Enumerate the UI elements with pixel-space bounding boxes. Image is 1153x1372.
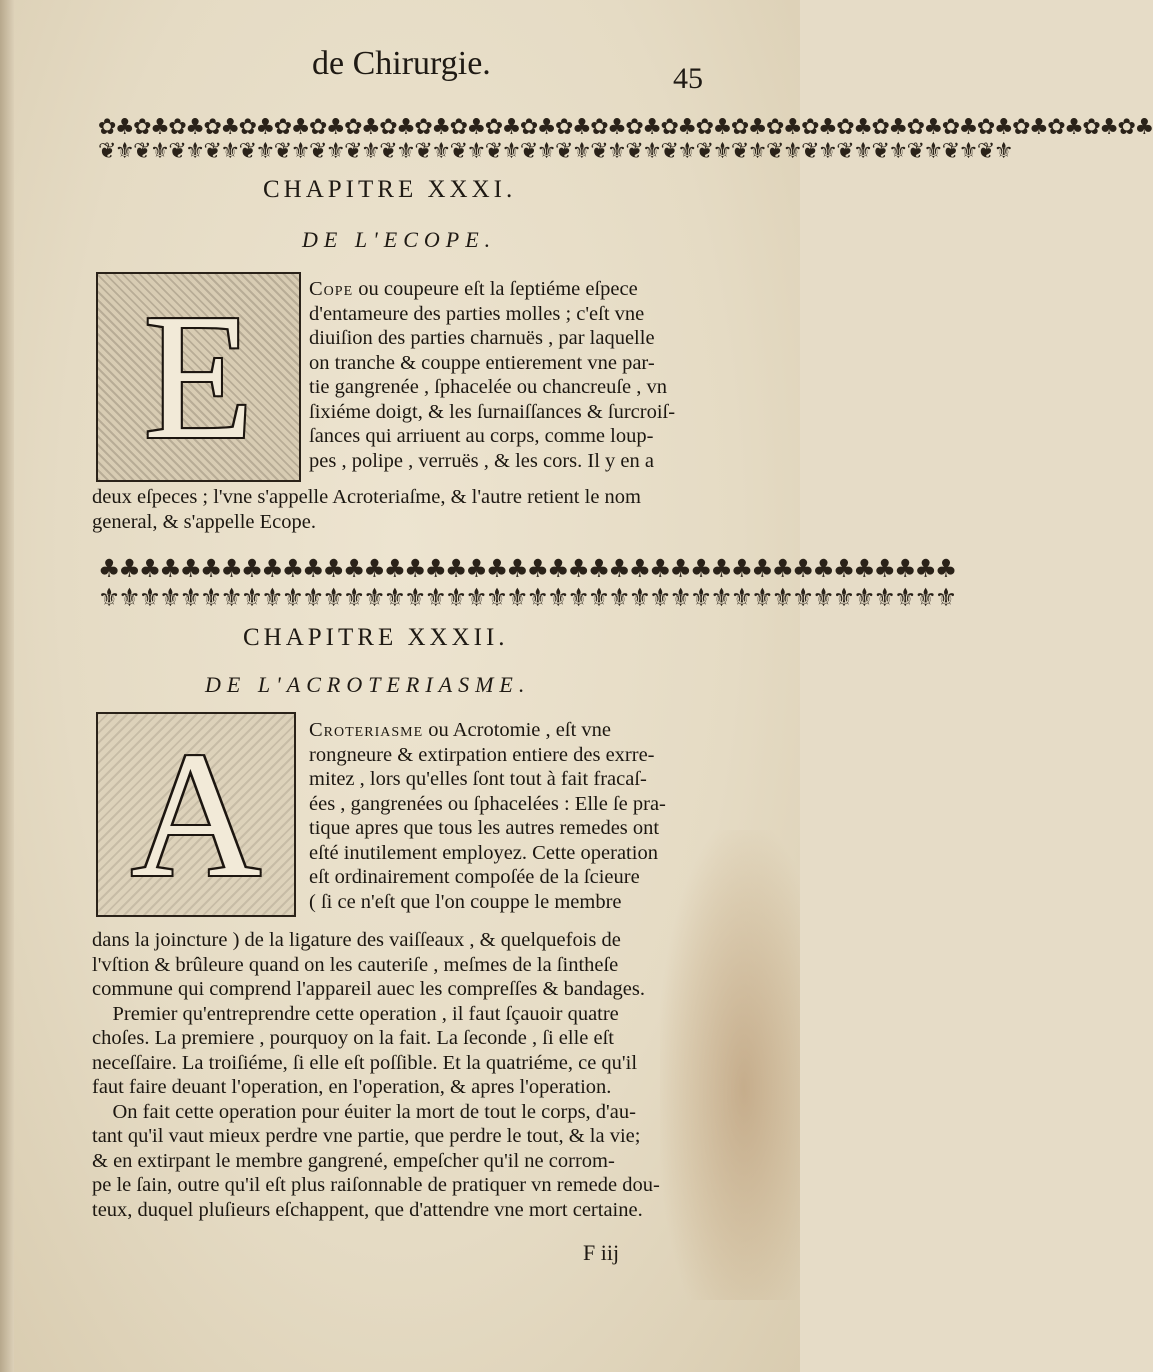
ornament-band-top	[98, 115, 1153, 165]
chapter-heading: CHAPITRE XXXI.	[263, 176, 517, 203]
text-line: ſixiéme doigt, & les ſurnaiſſances & ſurcroiſ-	[309, 400, 676, 423]
text-line: Premier qu'entreprendre cette operation , il faut ſçauoir quatre	[92, 1002, 619, 1025]
text-line: pe le ſain, outre qu'il eſt plus raiſonnable de pratiquer vn remede dou-	[92, 1174, 660, 1196]
text-line: On fait cette operation pour éuiter la mort de tout le corps, d'au-	[92, 1100, 636, 1123]
text-line: general, & s'appelle Ecope.	[92, 510, 316, 533]
paragraph-beside-initial	[309, 277, 675, 473]
chapter-subtitle: DE L'ECOPE.	[302, 227, 497, 252]
text-line: dans la joincture ) de la ligature des vaiſſeaux , & quelquefois de	[92, 929, 621, 951]
signature-mark: F iij	[583, 1240, 620, 1265]
text-line: eſt ordinairement compoſée de la ſcieure	[309, 866, 640, 888]
text-line: deux eſpeces ; l'vne s'appelle Acroteriaſme, & l'autre retient le nom	[92, 486, 641, 508]
page-gutter-shadow	[0, 0, 14, 1372]
text-line: diuiſion des parties charnuës , par laquelle	[309, 327, 655, 349]
paragraph-full-width	[92, 485, 641, 534]
initial-letter: E	[143, 277, 254, 476]
text-line: commune qui comprend l'appareil auec les compreſſes & bandages.	[92, 978, 646, 1000]
text-line: choſes. La premiere , pourquoy on la fait. La ſeconde , ſi elle eſt	[92, 1027, 614, 1049]
text-line: ( ſi ce n'eſt que l'on couppe le membre	[309, 890, 622, 913]
chapter-heading: CHAPITRE XXXII.	[243, 624, 509, 651]
text-line: mitez , lors qu'elles ſont tout à fait fracaſ-	[309, 768, 647, 790]
text-line: pes , polipe , verruës , & les cors. Il y en a	[309, 449, 654, 472]
text-line: tique apres que tous les autres remedes ont	[309, 817, 660, 839]
text-line: ſances qui arriuent au corps, comme loup-	[309, 425, 654, 447]
lead-word: Cope	[309, 278, 354, 300]
text-line: & en extirpant le membre gangrené, empeſcher qu'il ne corrom-	[92, 1149, 615, 1172]
text-line: d'entameure des parties molles ; c'eſt vne	[309, 302, 645, 325]
text-line: rongneure & extirpation entiere des exrre-	[309, 743, 655, 766]
ornament-row: ❦⚜❦⚜❦⚜❦⚜❦⚜❦⚜❦⚜❦⚜❦⚜❦⚜❦⚜❦⚜❦⚜❦⚜❦⚜❦⚜❦⚜❦⚜❦⚜❦⚜❦⚜❦⚜❦⚜❦⚜❦⚜❦⚜	[98, 139, 1013, 164]
ornament-row: ♣♣♣♣♣♣♣♣♣♣♣♣♣♣♣♣♣♣♣♣♣♣♣♣♣♣♣♣♣♣♣♣♣♣♣♣♣♣♣♣♣♣	[98, 554, 956, 583]
page-number: 45	[673, 62, 703, 95]
text-line: tant qu'il vaut mieux perdre vne partie, que perdre le tout, & la vie;	[92, 1125, 641, 1147]
text-line: tie gangrenée , ſphacelée ou chancreuſe , vn	[309, 376, 667, 398]
ornament-row: ⚜⚜⚜⚜⚜⚜⚜⚜⚜⚜⚜⚜⚜⚜⚜⚜⚜⚜⚜⚜⚜⚜⚜⚜⚜⚜⚜⚜⚜⚜⚜⚜⚜⚜⚜⚜⚜⚜⚜⚜⚜⚜	[98, 583, 956, 612]
text-line: teux, duquel pluſieurs eſchappent, que d'attendre vne mort certaine.	[92, 1198, 643, 1221]
decorated-initial-a	[96, 712, 296, 917]
running-title: de Chirurgie.	[312, 45, 491, 82]
initial-letter: A	[131, 714, 261, 914]
paragraph-beside-initial	[309, 718, 666, 914]
ornament-row: ✿♣✿♣✿♣✿♣✿♣✿♣✿♣✿♣✿♣✿♣✿♣✿♣✿♣✿♣✿♣✿♣✿♣✿♣✿♣✿♣✿♣✿♣✿♣✿♣✿♣✿♣✿♣✿♣✿♣✿♣	[98, 115, 1153, 140]
text-line: ou Acrotomie , eſt vne	[423, 719, 611, 741]
chapter-subtitle: DE L'ACROTERIASME.	[205, 672, 531, 697]
text-line: neceſſaire. La troiſiéme, ſi elle eſt poſſible. Et la quatriéme, ce qu'il	[92, 1051, 638, 1074]
text-line: l'vſtion & brûleure quand on les cauteriſe , meſmes de la ſintheſe	[92, 953, 619, 976]
paper-stain	[660, 830, 800, 1300]
text-line: faut faire deuant l'operation, en l'operation, & apres l'operation.	[92, 1076, 612, 1098]
ornament-band-middle	[98, 554, 956, 614]
text-line: ées , gangrenées ou ſphacelées : Elle ſe pra-	[309, 792, 666, 815]
text-line: on tranche & couppe entierement vne par-	[309, 351, 655, 374]
decorated-initial-e	[96, 272, 301, 482]
paragraph-full-width	[92, 928, 660, 1222]
text-line: eſté inutilement employez. Cette operation	[309, 841, 658, 864]
text-line: ou coupeure eſt la ſeptiéme eſpece	[353, 278, 638, 300]
lead-word: Croteriasme	[309, 719, 424, 741]
